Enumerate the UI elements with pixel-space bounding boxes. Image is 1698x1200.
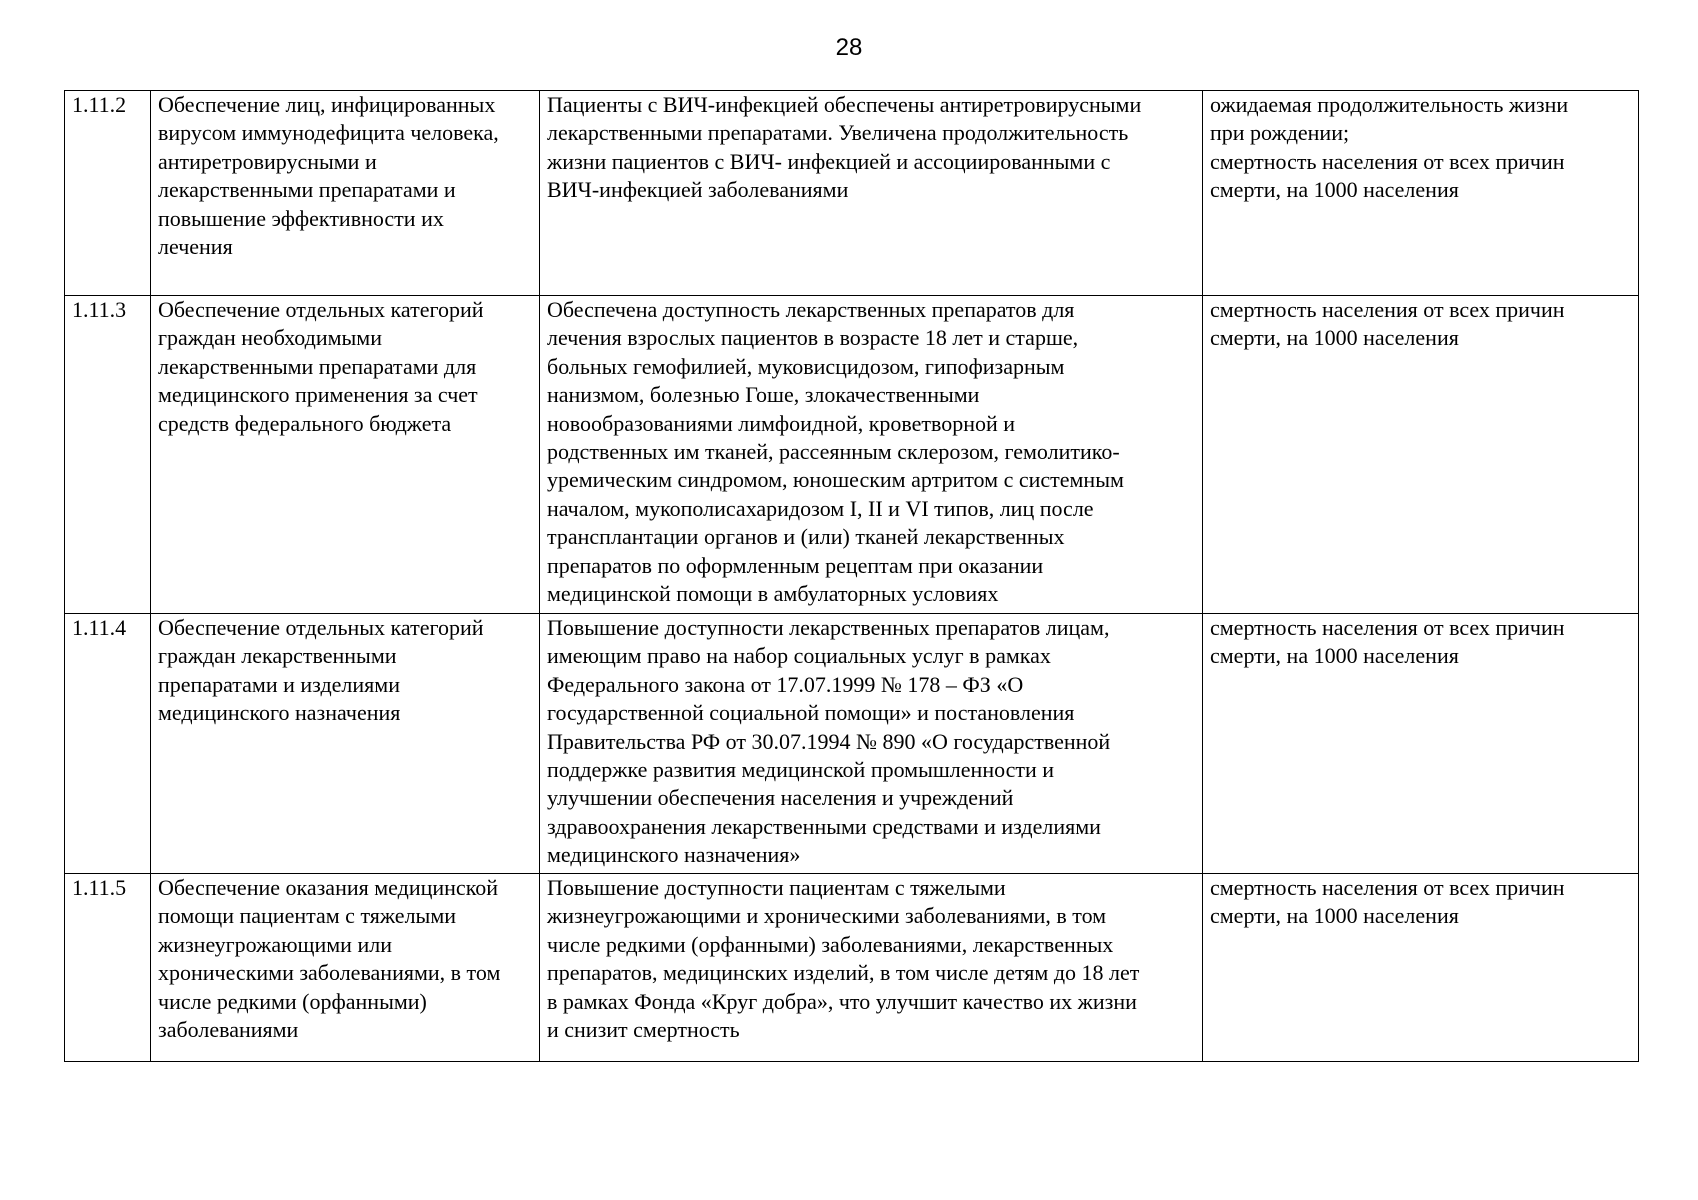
measure-cell: Обеспечение отдельных категорий граждан необходимыми лекарственными препаратами для медицинского применения за счет средств федерального бюджета bbox=[151, 296, 540, 614]
indicator-cell: смертность населения от всех причин смерти, на 1000 населения bbox=[1203, 874, 1639, 1062]
table-row bbox=[65, 91, 1639, 296]
measure-cell: Обеспечение отдельных категорий граждан лекарственными препаратами и изделиями медицинского назначения bbox=[151, 614, 540, 874]
table-row bbox=[65, 874, 1639, 1062]
table-row bbox=[65, 614, 1639, 874]
result-cell: Повышение доступности пациентам с тяжелыми жизнеугрожающими и хроническими заболеваниями, в том числе редкими (орфанными) заболеваниями, лекарственных препаратов, медицинских изделий, в том числе детям до 18 лет в рамках Фонда «Круг добра», что улучшит качество их жизни и снизит смертность bbox=[540, 874, 1203, 1062]
result-cell: Повышение доступности лекарственных препаратов лицам, имеющим право на набор социальных услуг в рамках Федерального закона от 17.07.1999 № 178 – ФЗ «О государственной социальной помощи» и постановления Правительства РФ от 30.07.1994 № 890 «О государственной поддержке развития медицинской промышленности и улучшении обеспечения населения и учреждений здравоохранения лекарственными средствами и изделиями медицинского назначения» bbox=[540, 614, 1203, 874]
row-number-cell: 1.11.4 bbox=[65, 614, 151, 874]
result-cell: Обеспечена доступность лекарственных препаратов для лечения взрослых пациентов в возрасте 18 лет и старше, больных гемофилией, муковисцидозом, гипофизарным нанизмом, болезнью Гоше, злокачественными новообразованиями лимфоидной, кроветворной и родственных им тканей, рассеянным склерозом, гемолитико- уремическим синдромом, юношеским артритом с системным началом, мукополисахаридозом I, II и VI типов, лиц после трансплантации органов и (или) тканей лекарственных препаратов по оформленным рецептам при оказании медицинской помощи в амбулаторных условиях bbox=[540, 296, 1203, 614]
row-number-cell: 1.11.3 bbox=[65, 296, 151, 614]
table-row bbox=[65, 296, 1639, 614]
row-number-cell: 1.11.5 bbox=[65, 874, 151, 1062]
indicator-cell: смертность населения от всех причин смерти, на 1000 населения bbox=[1203, 614, 1639, 874]
indicator-cell: смертность населения от всех причин смерти, на 1000 населения bbox=[1203, 296, 1639, 614]
indicator-cell: ожидаемая продолжительность жизни при рождении; смертность населения от всех причин смерти, на 1000 населения bbox=[1203, 91, 1639, 296]
row-number-cell: 1.11.2 bbox=[65, 91, 151, 296]
measure-cell: Обеспечение оказания медицинской помощи пациентам с тяжелыми жизнеугрожающими или хроническими заболеваниями, в том числе редкими (орфанными) заболеваниями bbox=[151, 874, 540, 1062]
result-cell: Пациенты с ВИЧ-инфекцией обеспечены антиретровирусными лекарственными препаратами. Увеличена продолжительность жизни пациентов с ВИЧ- инфекцией и ассоциированными с ВИЧ-инфекцией заболеваниями bbox=[540, 91, 1203, 296]
measures-table bbox=[64, 90, 1639, 1062]
measure-cell: Обеспечение лиц, инфицированных вирусом иммунодефицита человека, антиретровирусными и лекарственными препаратами и повышение эффективности их лечения bbox=[151, 91, 540, 296]
page-number: 28 bbox=[835, 34, 863, 61]
